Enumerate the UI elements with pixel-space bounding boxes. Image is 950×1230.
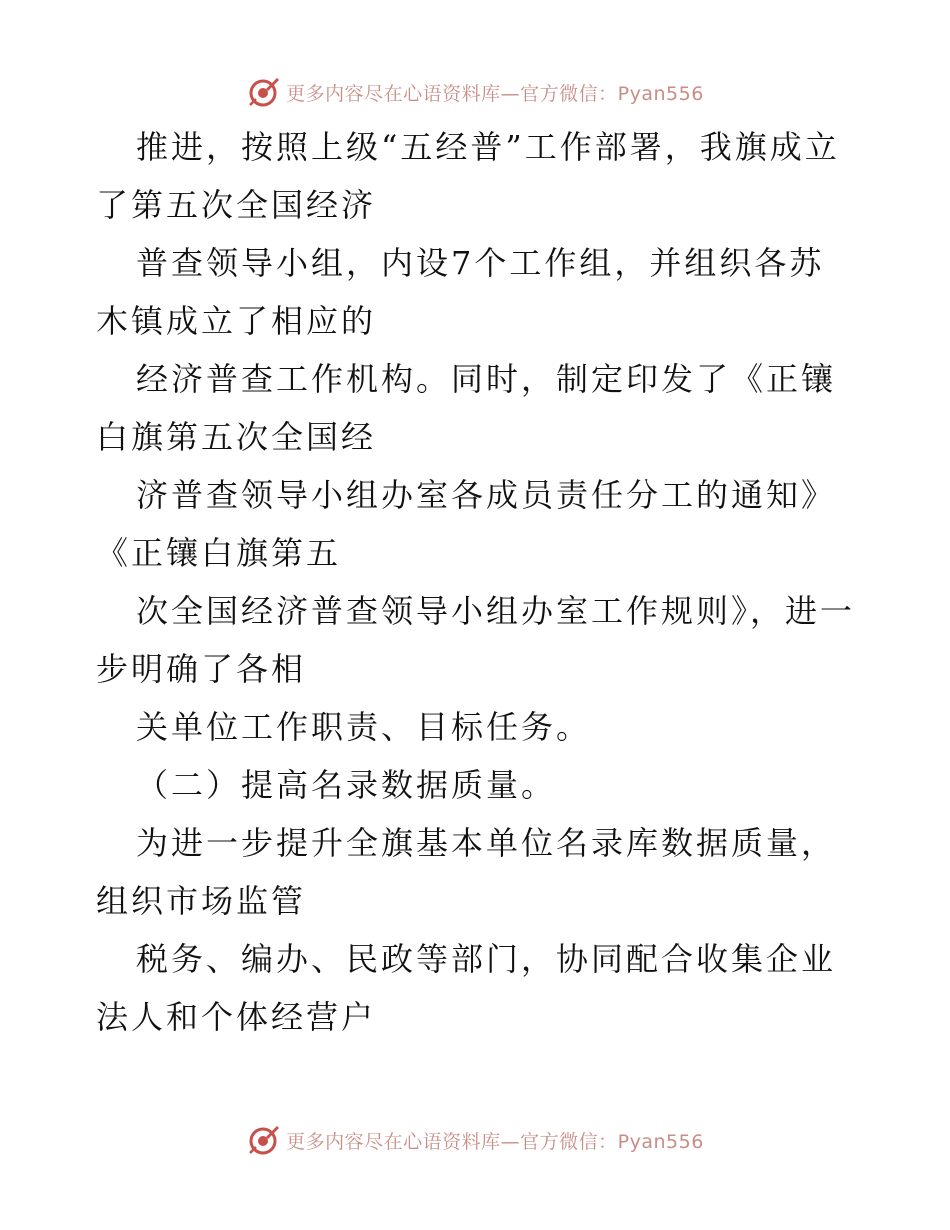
quill-pen-logo-icon bbox=[246, 75, 280, 109]
paragraph-4: 济普查领导小组办室各成员责任分工的通知》《正镶白旗第五 bbox=[96, 476, 837, 572]
paragraph-6: 关单位工作职责、目标任务。 bbox=[136, 708, 592, 746]
paragraph-8: 税务、编办、民政等部门，协同配合收集企业法人和个体经营户 bbox=[96, 940, 837, 1036]
footer-watermark-text: 更多内容尽在心语资料库—官方微信：Pyan556 bbox=[286, 1130, 704, 1153]
paragraph-1: 推进，按照上级“五经普”工作部署，我旗成立了第五次全国经济 bbox=[96, 128, 840, 224]
document-body bbox=[96, 118, 856, 1046]
header-watermark bbox=[0, 70, 950, 114]
paragraph-5: 次全国经济普查领导小组办室工作规则》，进一步明确了各相 bbox=[96, 592, 856, 688]
header-watermark-text: 更多内容尽在心语资料库—官方微信：Pyan556 bbox=[286, 82, 704, 105]
quill-pen-logo-icon bbox=[246, 1123, 280, 1157]
paragraph-3: 经济普查工作机构。同时，制定印发了《正镶白旗第五次全国经 bbox=[96, 360, 837, 456]
paragraph-2: 普查领导小组，内设7个工作组，并组织各苏木镇成立了相应的 bbox=[96, 244, 825, 340]
footer-watermark bbox=[0, 1118, 950, 1162]
paragraph-7: 为进一步提升全旗基本单位名录库数据质量，组织市场监管 bbox=[96, 824, 837, 920]
section-heading: （二）提高名录数据质量。 bbox=[136, 766, 557, 804]
